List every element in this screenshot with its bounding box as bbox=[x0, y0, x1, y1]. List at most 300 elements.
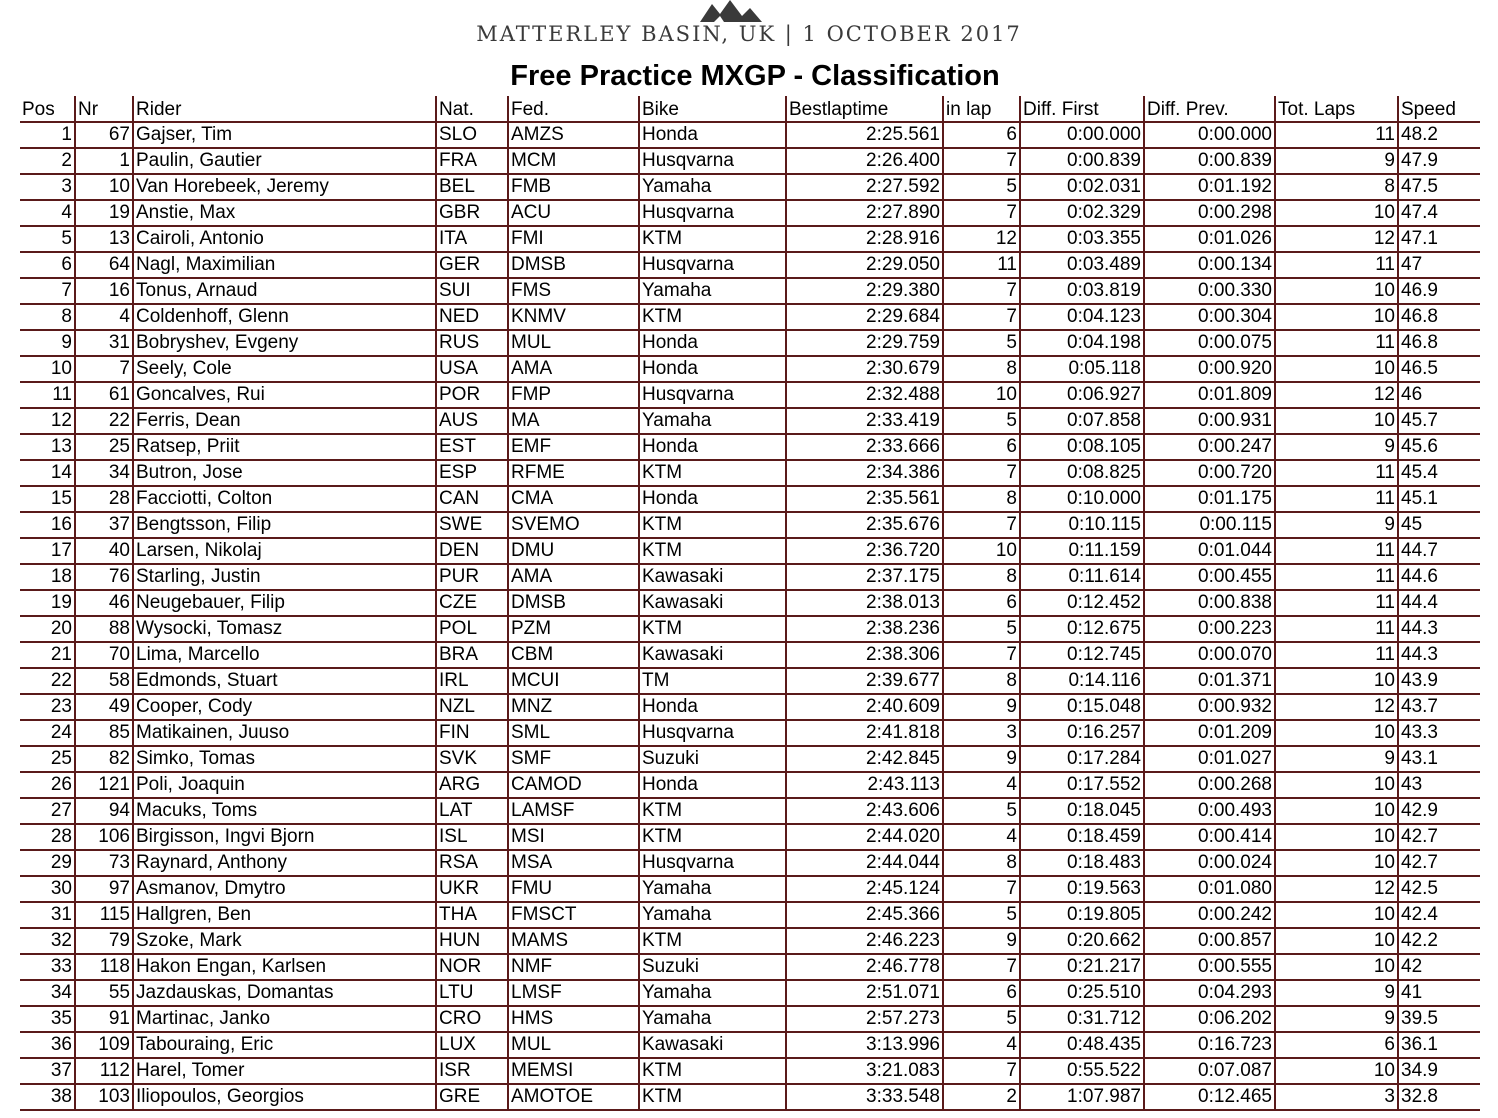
cell-bike: Suzuki bbox=[639, 746, 786, 772]
cell-bike: Honda bbox=[639, 486, 786, 512]
cell-bestlaptime: 2:45.124 bbox=[786, 876, 943, 902]
cell-in-lap: 8 bbox=[943, 564, 1020, 590]
cell-in-lap: 8 bbox=[943, 486, 1020, 512]
cell-diff-prev: 0:00.268 bbox=[1144, 772, 1275, 798]
cell-tot-laps: 10 bbox=[1275, 902, 1398, 928]
cell-tot-laps: 11 bbox=[1275, 616, 1398, 642]
cell-in-lap: 7 bbox=[943, 1058, 1020, 1084]
cell-diff-prev: 0:00.115 bbox=[1144, 512, 1275, 538]
cell-nr: 88 bbox=[75, 616, 133, 642]
cell-tot-laps: 10 bbox=[1275, 720, 1398, 746]
cell-fed: DMU bbox=[508, 538, 639, 564]
cell-speed: 44.6 bbox=[1398, 564, 1480, 590]
cell-rider: Van Horebeek, Jeremy bbox=[133, 174, 436, 200]
table-row bbox=[20, 1084, 1480, 1110]
cell-tot-laps: 9 bbox=[1275, 980, 1398, 1006]
cell-fed: LMSF bbox=[508, 980, 639, 1006]
cell-diff-prev: 0:00.493 bbox=[1144, 798, 1275, 824]
cell-nr: 79 bbox=[75, 928, 133, 954]
cell-nr: 118 bbox=[75, 954, 133, 980]
cell-pos: 24 bbox=[20, 720, 75, 746]
table-row bbox=[20, 616, 1480, 642]
column-header-fed: Fed. bbox=[508, 96, 639, 122]
cell-bike: Yamaha bbox=[639, 876, 786, 902]
cell-nat: IRL bbox=[436, 668, 508, 694]
cell-bike: KTM bbox=[639, 928, 786, 954]
cell-diff-first: 0:12.452 bbox=[1020, 590, 1144, 616]
cell-fed: MUL bbox=[508, 330, 639, 356]
cell-diff-prev: 0:00.134 bbox=[1144, 252, 1275, 278]
cell-diff-first: 0:21.217 bbox=[1020, 954, 1144, 980]
cell-nat: ISL bbox=[436, 824, 508, 850]
cell-diff-first: 0:05.118 bbox=[1020, 356, 1144, 382]
cell-diff-first: 0:10.000 bbox=[1020, 486, 1144, 512]
cell-in-lap: 7 bbox=[943, 200, 1020, 226]
cell-diff-first: 0:18.483 bbox=[1020, 850, 1144, 876]
cell-fed: AMA bbox=[508, 356, 639, 382]
cell-fed: AMA bbox=[508, 564, 639, 590]
cell-nr: 25 bbox=[75, 434, 133, 460]
cell-diff-first: 0:06.927 bbox=[1020, 382, 1144, 408]
cell-bike: Yamaha bbox=[639, 278, 786, 304]
cell-nr: 19 bbox=[75, 200, 133, 226]
cell-nr: 31 bbox=[75, 330, 133, 356]
cell-fed: AMOTOE bbox=[508, 1084, 639, 1110]
cell-in-lap: 5 bbox=[943, 1006, 1020, 1032]
cell-diff-first: 0:08.105 bbox=[1020, 434, 1144, 460]
cell-diff-first: 0:00.839 bbox=[1020, 148, 1144, 174]
table-row bbox=[20, 330, 1480, 356]
table-row bbox=[20, 538, 1480, 564]
cell-nr: 82 bbox=[75, 746, 133, 772]
cell-bestlaptime: 2:39.677 bbox=[786, 668, 943, 694]
cell-speed: 42.7 bbox=[1398, 850, 1480, 876]
cell-diff-first: 0:31.712 bbox=[1020, 1006, 1144, 1032]
cell-tot-laps: 9 bbox=[1275, 512, 1398, 538]
cell-speed: 47.5 bbox=[1398, 174, 1480, 200]
cell-bike: KTM bbox=[639, 616, 786, 642]
cell-nat: LTU bbox=[436, 980, 508, 1006]
cell-speed: 43 bbox=[1398, 772, 1480, 798]
cell-diff-prev: 0:01.175 bbox=[1144, 486, 1275, 512]
column-header-in-lap: in lap bbox=[943, 96, 1020, 122]
cell-in-lap: 7 bbox=[943, 278, 1020, 304]
cell-fed: FMSCT bbox=[508, 902, 639, 928]
cell-tot-laps: 10 bbox=[1275, 668, 1398, 694]
cell-tot-laps: 9 bbox=[1275, 434, 1398, 460]
cell-tot-laps: 11 bbox=[1275, 486, 1398, 512]
table-row bbox=[20, 278, 1480, 304]
cell-speed: 44.4 bbox=[1398, 590, 1480, 616]
cell-diff-first: 0:19.563 bbox=[1020, 876, 1144, 902]
cell-bestlaptime: 2:27.592 bbox=[786, 174, 943, 200]
cell-fed: MEMSI bbox=[508, 1058, 639, 1084]
table-row bbox=[20, 1006, 1480, 1032]
cell-bike: Yamaha bbox=[639, 408, 786, 434]
cell-nr: 55 bbox=[75, 980, 133, 1006]
cell-fed: FMB bbox=[508, 174, 639, 200]
cell-bestlaptime: 2:51.071 bbox=[786, 980, 943, 1006]
cell-fed: MSA bbox=[508, 850, 639, 876]
cell-nat: SVK bbox=[436, 746, 508, 772]
cell-nat: ARG bbox=[436, 772, 508, 798]
table-row bbox=[20, 694, 1480, 720]
cell-diff-prev: 0:00.298 bbox=[1144, 200, 1275, 226]
cell-diff-prev: 0:01.209 bbox=[1144, 720, 1275, 746]
cell-speed: 42.4 bbox=[1398, 902, 1480, 928]
cell-nr: 94 bbox=[75, 798, 133, 824]
cell-bestlaptime: 2:41.818 bbox=[786, 720, 943, 746]
cell-pos: 1 bbox=[20, 122, 75, 148]
cell-rider: Starling, Justin bbox=[133, 564, 436, 590]
cell-nat: SWE bbox=[436, 512, 508, 538]
cell-diff-prev: 0:00.304 bbox=[1144, 304, 1275, 330]
cell-nat: ITA bbox=[436, 226, 508, 252]
table-body bbox=[20, 122, 1480, 1110]
cell-nat: PUR bbox=[436, 564, 508, 590]
cell-diff-first: 0:19.805 bbox=[1020, 902, 1144, 928]
cell-pos: 32 bbox=[20, 928, 75, 954]
cell-speed: 47.9 bbox=[1398, 148, 1480, 174]
cell-speed: 45.7 bbox=[1398, 408, 1480, 434]
cell-diff-first: 0:10.115 bbox=[1020, 512, 1144, 538]
cell-nr: 112 bbox=[75, 1058, 133, 1084]
table-row bbox=[20, 642, 1480, 668]
cell-fed: MSI bbox=[508, 824, 639, 850]
cell-rider: Cooper, Cody bbox=[133, 694, 436, 720]
cell-bestlaptime: 2:34.386 bbox=[786, 460, 943, 486]
cell-bike: KTM bbox=[639, 1084, 786, 1110]
cell-tot-laps: 10 bbox=[1275, 408, 1398, 434]
cell-pos: 7 bbox=[20, 278, 75, 304]
cell-nr: 61 bbox=[75, 382, 133, 408]
cell-diff-prev: 0:00.024 bbox=[1144, 850, 1275, 876]
cell-in-lap: 4 bbox=[943, 772, 1020, 798]
cell-diff-first: 0:20.662 bbox=[1020, 928, 1144, 954]
cell-diff-first: 0:00.000 bbox=[1020, 122, 1144, 148]
cell-bestlaptime: 2:35.676 bbox=[786, 512, 943, 538]
cell-fed: SVEMO bbox=[508, 512, 639, 538]
cell-bike: Honda bbox=[639, 772, 786, 798]
cell-bike: Yamaha bbox=[639, 174, 786, 200]
cell-bestlaptime: 2:40.609 bbox=[786, 694, 943, 720]
cell-speed: 42.9 bbox=[1398, 798, 1480, 824]
cell-diff-prev: 0:01.044 bbox=[1144, 538, 1275, 564]
cell-pos: 36 bbox=[20, 1032, 75, 1058]
cell-fed: HMS bbox=[508, 1006, 639, 1032]
cell-nr: 28 bbox=[75, 486, 133, 512]
cell-bestlaptime: 2:33.666 bbox=[786, 434, 943, 460]
cell-pos: 17 bbox=[20, 538, 75, 564]
cell-diff-prev: 0:00.414 bbox=[1144, 824, 1275, 850]
cell-nr: 70 bbox=[75, 642, 133, 668]
cell-fed: EMF bbox=[508, 434, 639, 460]
cell-nr: 1 bbox=[75, 148, 133, 174]
cell-diff-prev: 0:00.839 bbox=[1144, 148, 1275, 174]
cell-in-lap: 8 bbox=[943, 668, 1020, 694]
cell-speed: 46.8 bbox=[1398, 330, 1480, 356]
cell-bike: Husqvarna bbox=[639, 720, 786, 746]
table-row bbox=[20, 564, 1480, 590]
cell-in-lap: 12 bbox=[943, 226, 1020, 252]
cell-diff-first: 0:11.159 bbox=[1020, 538, 1144, 564]
table-row bbox=[20, 408, 1480, 434]
cell-nr: 76 bbox=[75, 564, 133, 590]
cell-tot-laps: 10 bbox=[1275, 928, 1398, 954]
table-row bbox=[20, 876, 1480, 902]
cell-diff-prev: 0:00.932 bbox=[1144, 694, 1275, 720]
cell-bestlaptime: 2:28.916 bbox=[786, 226, 943, 252]
cell-diff-prev: 0:00.000 bbox=[1144, 122, 1275, 148]
cell-pos: 21 bbox=[20, 642, 75, 668]
cell-speed: 46.5 bbox=[1398, 356, 1480, 382]
cell-diff-first: 0:04.198 bbox=[1020, 330, 1144, 356]
cell-in-lap: 8 bbox=[943, 356, 1020, 382]
cell-nr: 67 bbox=[75, 122, 133, 148]
cell-nr: 115 bbox=[75, 902, 133, 928]
cell-pos: 30 bbox=[20, 876, 75, 902]
cell-bestlaptime: 2:38.306 bbox=[786, 642, 943, 668]
cell-diff-prev: 0:01.080 bbox=[1144, 876, 1275, 902]
cell-in-lap: 7 bbox=[943, 642, 1020, 668]
column-header-tot-laps: Tot. Laps bbox=[1275, 96, 1398, 122]
cell-in-lap: 5 bbox=[943, 330, 1020, 356]
cell-rider: Tabouraing, Eric bbox=[133, 1032, 436, 1058]
cell-diff-prev: 0:00.247 bbox=[1144, 434, 1275, 460]
cell-tot-laps: 11 bbox=[1275, 122, 1398, 148]
cell-bike: Kawasaki bbox=[639, 590, 786, 616]
cell-diff-first: 0:18.459 bbox=[1020, 824, 1144, 850]
table-row bbox=[20, 252, 1480, 278]
cell-pos: 19 bbox=[20, 590, 75, 616]
cell-nat: LUX bbox=[436, 1032, 508, 1058]
cell-rider: Ratsep, Priit bbox=[133, 434, 436, 460]
cell-rider: Poli, Joaquin bbox=[133, 772, 436, 798]
cell-diff-prev: 0:00.857 bbox=[1144, 928, 1275, 954]
cell-bike: Honda bbox=[639, 122, 786, 148]
cell-bike: Husqvarna bbox=[639, 382, 786, 408]
cell-nr: 58 bbox=[75, 668, 133, 694]
cell-rider: Wysocki, Tomasz bbox=[133, 616, 436, 642]
cell-bike: Honda bbox=[639, 330, 786, 356]
cell-fed: DMSB bbox=[508, 590, 639, 616]
cell-rider: Macuks, Toms bbox=[133, 798, 436, 824]
cell-rider: Matikainen, Juuso bbox=[133, 720, 436, 746]
cell-speed: 47 bbox=[1398, 252, 1480, 278]
cell-bike: KTM bbox=[639, 538, 786, 564]
cell-diff-first: 0:25.510 bbox=[1020, 980, 1144, 1006]
cell-pos: 33 bbox=[20, 954, 75, 980]
cell-fed: CMA bbox=[508, 486, 639, 512]
cell-nat: POR bbox=[436, 382, 508, 408]
cell-fed: CBM bbox=[508, 642, 639, 668]
cell-speed: 34.9 bbox=[1398, 1058, 1480, 1084]
cell-tot-laps: 10 bbox=[1275, 850, 1398, 876]
cell-speed: 42.5 bbox=[1398, 876, 1480, 902]
cell-tot-laps: 10 bbox=[1275, 1058, 1398, 1084]
cell-tot-laps: 11 bbox=[1275, 330, 1398, 356]
cell-diff-prev: 0:01.027 bbox=[1144, 746, 1275, 772]
cell-rider: Cairoli, Antonio bbox=[133, 226, 436, 252]
cell-nat: SLO bbox=[436, 122, 508, 148]
cell-fed: FMI bbox=[508, 226, 639, 252]
cell-nr: 46 bbox=[75, 590, 133, 616]
table-row bbox=[20, 148, 1480, 174]
cell-rider: Facciotti, Colton bbox=[133, 486, 436, 512]
cell-fed: FMS bbox=[508, 278, 639, 304]
cell-nr: 10 bbox=[75, 174, 133, 200]
cell-bestlaptime: 2:29.380 bbox=[786, 278, 943, 304]
cell-diff-prev: 0:04.293 bbox=[1144, 980, 1275, 1006]
cell-nr: 4 bbox=[75, 304, 133, 330]
cell-bestlaptime: 3:13.996 bbox=[786, 1032, 943, 1058]
cell-speed: 46.9 bbox=[1398, 278, 1480, 304]
cell-speed: 42.7 bbox=[1398, 824, 1480, 850]
cell-rider: Anstie, Max bbox=[133, 200, 436, 226]
cell-bestlaptime: 2:36.720 bbox=[786, 538, 943, 564]
cell-speed: 36.1 bbox=[1398, 1032, 1480, 1058]
cell-fed: AMZS bbox=[508, 122, 639, 148]
cell-nr: 49 bbox=[75, 694, 133, 720]
cell-tot-laps: 10 bbox=[1275, 278, 1398, 304]
cell-tot-laps: 11 bbox=[1275, 538, 1398, 564]
cell-bestlaptime: 2:25.561 bbox=[786, 122, 943, 148]
table-row bbox=[20, 824, 1480, 850]
cell-tot-laps: 10 bbox=[1275, 356, 1398, 382]
cell-diff-first: 0:17.552 bbox=[1020, 772, 1144, 798]
cell-bike: KTM bbox=[639, 798, 786, 824]
cell-rider: Simko, Tomas bbox=[133, 746, 436, 772]
cell-rider: Neugebauer, Filip bbox=[133, 590, 436, 616]
cell-speed: 45.6 bbox=[1398, 434, 1480, 460]
cell-nat: FIN bbox=[436, 720, 508, 746]
cell-rider: Raynard, Anthony bbox=[133, 850, 436, 876]
cell-diff-first: 0:07.858 bbox=[1020, 408, 1144, 434]
cell-bestlaptime: 2:37.175 bbox=[786, 564, 943, 590]
cell-in-lap: 6 bbox=[943, 122, 1020, 148]
cell-in-lap: 7 bbox=[943, 954, 1020, 980]
cell-diff-first: 0:03.355 bbox=[1020, 226, 1144, 252]
table-row bbox=[20, 512, 1480, 538]
cell-pos: 4 bbox=[20, 200, 75, 226]
cell-diff-first: 0:11.614 bbox=[1020, 564, 1144, 590]
cell-bestlaptime: 2:38.236 bbox=[786, 616, 943, 642]
cell-diff-first: 0:17.284 bbox=[1020, 746, 1144, 772]
cell-rider: Gajser, Tim bbox=[133, 122, 436, 148]
cell-tot-laps: 10 bbox=[1275, 954, 1398, 980]
cell-speed: 46 bbox=[1398, 382, 1480, 408]
column-header-rider: Rider bbox=[133, 96, 436, 122]
cell-rider: Bobryshev, Evgeny bbox=[133, 330, 436, 356]
cell-tot-laps: 11 bbox=[1275, 252, 1398, 278]
cell-rider: Asmanov, Dmytro bbox=[133, 876, 436, 902]
cell-tot-laps: 9 bbox=[1275, 1006, 1398, 1032]
table-row bbox=[20, 122, 1480, 148]
cell-speed: 45 bbox=[1398, 512, 1480, 538]
cell-in-lap: 9 bbox=[943, 694, 1020, 720]
cell-fed: MAMS bbox=[508, 928, 639, 954]
cell-tot-laps: 12 bbox=[1275, 694, 1398, 720]
cell-nat: NED bbox=[436, 304, 508, 330]
cell-speed: 39.5 bbox=[1398, 1006, 1480, 1032]
cell-pos: 14 bbox=[20, 460, 75, 486]
cell-bestlaptime: 3:33.548 bbox=[786, 1084, 943, 1110]
cell-rider: Tonus, Arnaud bbox=[133, 278, 436, 304]
column-header-speed: Speed bbox=[1398, 96, 1480, 122]
cell-bestlaptime: 2:43.606 bbox=[786, 798, 943, 824]
cell-pos: 28 bbox=[20, 824, 75, 850]
cell-bestlaptime: 2:29.684 bbox=[786, 304, 943, 330]
cell-nat: RSA bbox=[436, 850, 508, 876]
cell-in-lap: 5 bbox=[943, 798, 1020, 824]
cell-tot-laps: 11 bbox=[1275, 590, 1398, 616]
cell-pos: 5 bbox=[20, 226, 75, 252]
cell-rider: Edmonds, Stuart bbox=[133, 668, 436, 694]
cell-bestlaptime: 2:57.273 bbox=[786, 1006, 943, 1032]
cell-bike: Husqvarna bbox=[639, 200, 786, 226]
cell-in-lap: 3 bbox=[943, 720, 1020, 746]
cell-pos: 20 bbox=[20, 616, 75, 642]
cell-bestlaptime: 2:46.223 bbox=[786, 928, 943, 954]
cell-fed: CAMOD bbox=[508, 772, 639, 798]
cell-tot-laps: 11 bbox=[1275, 642, 1398, 668]
cell-tot-laps: 12 bbox=[1275, 382, 1398, 408]
cell-rider: Coldenhoff, Glenn bbox=[133, 304, 436, 330]
table-row bbox=[20, 720, 1480, 746]
cell-rider: Martinac, Janko bbox=[133, 1006, 436, 1032]
cell-bestlaptime: 2:44.044 bbox=[786, 850, 943, 876]
cell-rider: Nagl, Maximilian bbox=[133, 252, 436, 278]
cell-nat: CRO bbox=[436, 1006, 508, 1032]
cell-bike: Husqvarna bbox=[639, 850, 786, 876]
cell-pos: 26 bbox=[20, 772, 75, 798]
cell-nr: 85 bbox=[75, 720, 133, 746]
cell-bike: Honda bbox=[639, 434, 786, 460]
cell-fed: MNZ bbox=[508, 694, 639, 720]
cell-rider: Lima, Marcello bbox=[133, 642, 436, 668]
cell-bestlaptime: 2:26.400 bbox=[786, 148, 943, 174]
cell-speed: 45.4 bbox=[1398, 460, 1480, 486]
cell-tot-laps: 8 bbox=[1275, 174, 1398, 200]
cell-fed: FMP bbox=[508, 382, 639, 408]
header-row bbox=[20, 96, 1480, 122]
cell-fed: MUL bbox=[508, 1032, 639, 1058]
cell-nr: 103 bbox=[75, 1084, 133, 1110]
cell-bestlaptime: 2:35.561 bbox=[786, 486, 943, 512]
cell-nr: 7 bbox=[75, 356, 133, 382]
cell-bike: KTM bbox=[639, 1058, 786, 1084]
cell-in-lap: 7 bbox=[943, 460, 1020, 486]
cell-bestlaptime: 2:38.013 bbox=[786, 590, 943, 616]
cell-bike: KTM bbox=[639, 226, 786, 252]
cell-fed: MCM bbox=[508, 148, 639, 174]
cell-diff-first: 0:02.031 bbox=[1020, 174, 1144, 200]
cell-bike: Honda bbox=[639, 694, 786, 720]
cell-bike: Husqvarna bbox=[639, 148, 786, 174]
cell-diff-prev: 0:12.465 bbox=[1144, 1084, 1275, 1110]
cell-nat: UKR bbox=[436, 876, 508, 902]
cell-diff-first: 0:08.825 bbox=[1020, 460, 1144, 486]
cell-pos: 11 bbox=[20, 382, 75, 408]
cell-tot-laps: 12 bbox=[1275, 226, 1398, 252]
event-venue-date: MATTERLEY BASIN, UK | 1 OCTOBER 2017 bbox=[476, 22, 1022, 46]
cell-speed: 32.8 bbox=[1398, 1084, 1480, 1110]
table-row bbox=[20, 772, 1480, 798]
cell-bestlaptime: 3:21.083 bbox=[786, 1058, 943, 1084]
cell-rider: Birgisson, Ingvi Bjorn bbox=[133, 824, 436, 850]
cell-nr: 73 bbox=[75, 850, 133, 876]
cell-pos: 8 bbox=[20, 304, 75, 330]
